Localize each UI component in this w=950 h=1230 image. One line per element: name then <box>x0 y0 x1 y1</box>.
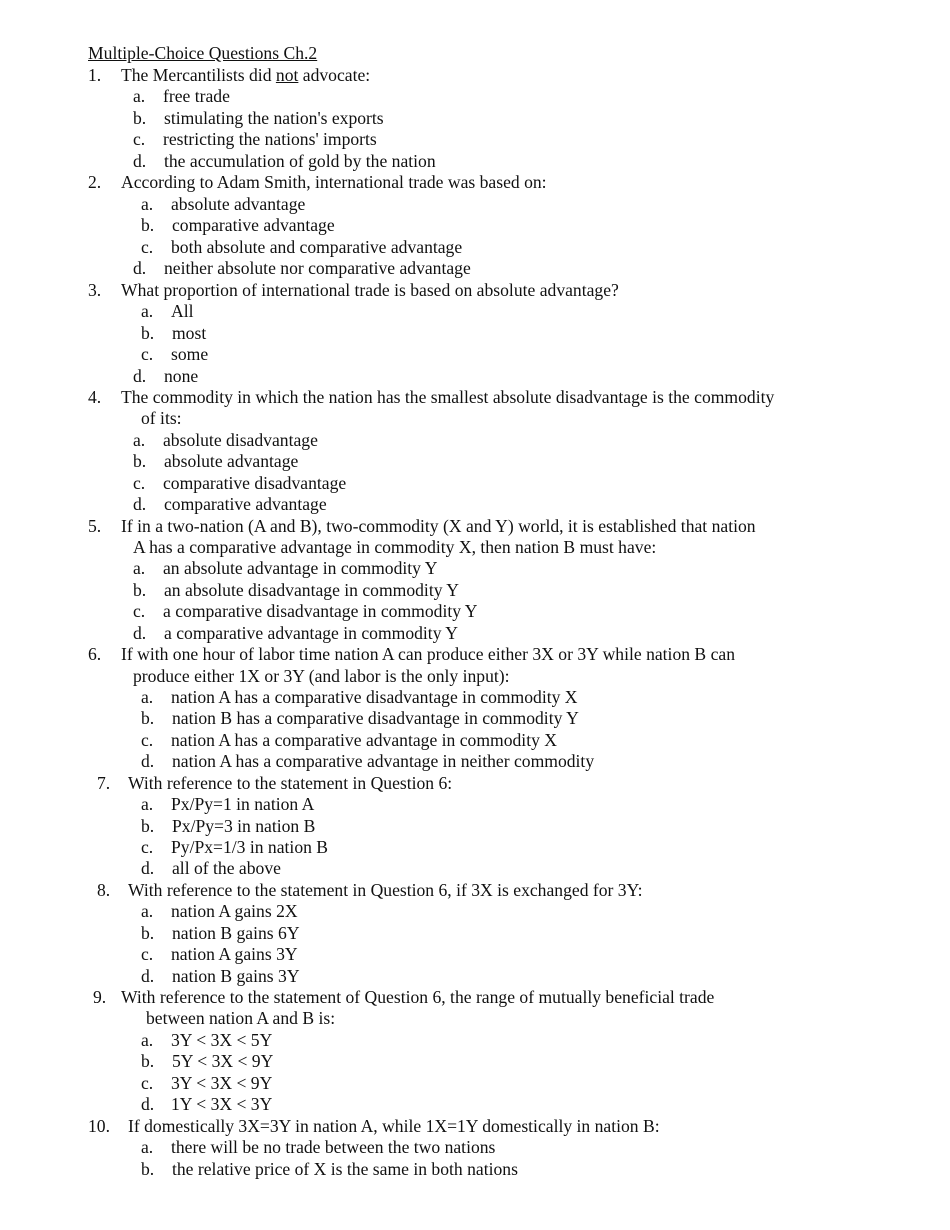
question-number: 7. <box>97 773 111 793</box>
question-text: If in a two-nation (A and B), two-commodity (X and Y) world, it is established that nation <box>121 516 756 536</box>
question-text: The Mercantilists did not advocate: <box>121 65 371 85</box>
question-number: 4. <box>88 387 102 407</box>
question-number: 5. <box>88 516 102 536</box>
question-text: If domestically 3X=3Y in nation A, while 1X=1Y domestically in nation B: <box>128 1116 660 1136</box>
question-text: With reference to the statement of Question 6, the range of mutually beneficial trade <box>121 987 715 1007</box>
question-text: With reference to the statement in Question 6, if 3X is exchanged for 3Y: <box>128 880 643 900</box>
question-text: According to Adam Smith, international trade was based on: <box>121 172 547 192</box>
emphasis-underline: not <box>275 65 299 85</box>
question-text: The commodity in which the nation has the smallest absolute disadvantage is the commodity <box>121 387 775 407</box>
question-number: 6. <box>88 644 102 664</box>
question-text: If with one hour of labor time nation A can produce either 3X or 3Y while nation B can <box>121 644 735 664</box>
question-number: 10. <box>88 1116 110 1136</box>
document-page: Multiple-Choice Questions Ch.2 1. The Mercantilists did not advocate: a. free trade b. stimulating the nation's exports c. restricting the nations' imports d. the accumulation of gold by the nation 2. According to Adam Smith, international trade was based on: a. absolute advantage b. comparative advantage c. both absolute and comparative advantage d. neither absolute nor comparative advantage 3. What proportion of international trade is based on absolute advantage? a. All b. most c. some d. none 4. The commodity in which the nation has the smallest absolute disadvantage is the commodity of its: a. absolute disadvantage b. absolute advantage c. comparative disadvantage d. comparative advantage 5. If in a two-nation (A and B), two-commodity (X and Y) world, it is established that nation A has a comparative advantage in commodity X, then nation B must have: a. an absolute advantage in commodity Y b. an absolute disadvantage in commodity Y c. a comparative disadvantage in commodity Y d. a comparative advantage in commodity Y 6. If with one hour of labor time nation A can produce either 3X or 3Y while nation B can produce either 1X or 3Y (and labor is the only input): a. nation A has a comparative disadvantage in commodity X b. nation B has a comparative disadvantage in commodity Y c. nation A has a comparative advantage in commodity X d. nation A has a comparative advantage in neither commodity 7. With reference to the statement in Question 6: a. Px/Py=1 in nation A b. Px/Py=3 in nation B c. Py/Px=1/3 in nation B d. all of the above 8. With reference to the statement in Question 6, if 3X is exchanged for 3Y: a. nation A gains 2X b. nation B gains 6Y c. nation A gains 3Y d. nation B gains 3Y 9. With reference to the statement of Question 6, the range of mutually beneficial trade between nation A and B is: a. 3Y < 3X < 5Y b. 5Y < 3X < 9Y c. 3Y < 3X < 9Y d. 1Y < 3X < 3Y 10. If domestically 3X=3Y in nation A, while 1X=1Y domestically in nation B: a. there will be no trade between the two nations b. the relative price of X is the same in both nations <box>88 43 775 1179</box>
question-text: What proportion of international trade is based on absolute advantage? <box>121 280 619 300</box>
question-number: 8. <box>97 880 111 900</box>
question-number: 2. <box>88 172 102 192</box>
question-number: 3. <box>88 280 102 300</box>
question-number: 9. <box>93 987 107 1007</box>
question-text: With reference to the statement in Question 6: <box>128 773 453 793</box>
question-number: 1. <box>88 65 102 85</box>
page-title: Multiple-Choice Questions Ch.2 <box>88 43 318 63</box>
